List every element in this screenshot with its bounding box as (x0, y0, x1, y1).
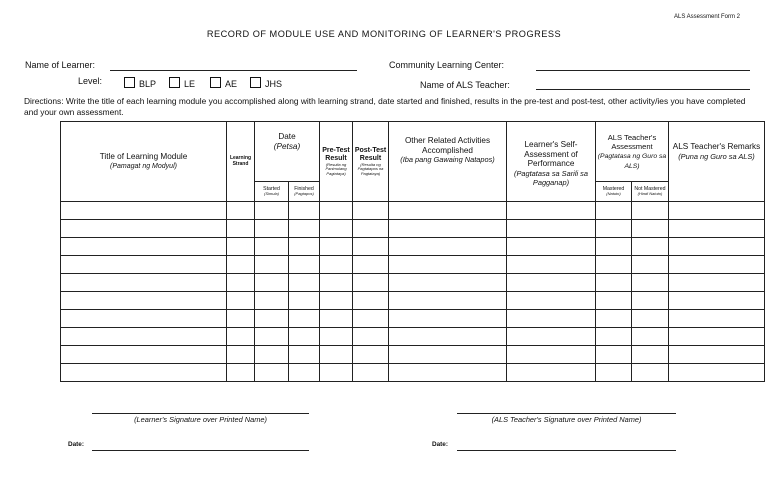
table-cell[interactable] (507, 364, 596, 382)
table-cell[interactable] (596, 256, 632, 274)
table-cell[interactable] (389, 238, 507, 256)
level-option-blp[interactable] (124, 77, 156, 89)
table-cell[interactable] (669, 310, 765, 328)
table-cell[interactable] (389, 364, 507, 382)
table-cell[interactable] (669, 202, 765, 220)
table-cell[interactable] (632, 238, 669, 256)
checkbox-le[interactable] (169, 77, 180, 88)
table-cell[interactable] (632, 256, 669, 274)
table-cell[interactable] (320, 346, 353, 364)
table-cell[interactable] (255, 346, 289, 364)
checkbox-blp[interactable] (124, 77, 135, 88)
table-cell[interactable] (227, 220, 255, 238)
table-cell[interactable] (669, 256, 765, 274)
table-cell[interactable] (227, 310, 255, 328)
table-cell[interactable] (389, 346, 507, 364)
table-cell[interactable] (669, 346, 765, 364)
table-cell[interactable] (669, 364, 765, 382)
table-cell[interactable] (596, 220, 632, 238)
table-cell[interactable] (669, 292, 765, 310)
table-row (61, 238, 765, 256)
table-cell[interactable] (353, 328, 389, 346)
level-option-ae[interactable] (210, 77, 237, 89)
table-cell[interactable] (353, 220, 389, 238)
table-cell[interactable] (255, 238, 289, 256)
table-cell[interactable] (289, 220, 320, 238)
level-option-label: LE (184, 79, 196, 89)
table-cell[interactable] (289, 346, 320, 364)
table-cell[interactable] (507, 292, 596, 310)
table-cell[interactable] (632, 310, 669, 328)
table-cell[interactable] (227, 328, 255, 346)
table-cell[interactable] (61, 220, 227, 238)
table-cell[interactable] (669, 274, 765, 292)
table-cell[interactable] (255, 202, 289, 220)
table-cell[interactable] (507, 256, 596, 274)
table-cell[interactable] (669, 238, 765, 256)
table-row (61, 346, 765, 364)
table-cell[interactable] (632, 220, 669, 238)
table-cell[interactable] (596, 310, 632, 328)
table-cell[interactable] (61, 238, 227, 256)
table-cell[interactable] (320, 256, 353, 274)
table-row (61, 292, 765, 310)
checkbox-ae[interactable] (210, 77, 221, 88)
table-cell[interactable] (596, 346, 632, 364)
table-cell[interactable] (507, 274, 596, 292)
level-option-label: JHS (265, 79, 283, 89)
checkbox-jhs[interactable] (250, 77, 261, 88)
table-cell[interactable] (255, 310, 289, 328)
table-cell[interactable] (289, 202, 320, 220)
table-cell[interactable] (353, 256, 389, 274)
table-cell[interactable] (507, 202, 596, 220)
table-cell[interactable] (389, 220, 507, 238)
table-row (61, 274, 765, 292)
table-cell[interactable] (389, 328, 507, 346)
table-cell[interactable] (507, 238, 596, 256)
learner-signature-line[interactable] (92, 413, 309, 414)
table-cell[interactable] (389, 274, 507, 292)
table-cell[interactable] (353, 346, 389, 364)
table-cell[interactable] (669, 328, 765, 346)
table-cell[interactable] (61, 364, 227, 382)
table-cell[interactable] (320, 202, 353, 220)
table-cell[interactable] (289, 328, 320, 346)
teacher-date-field[interactable] (457, 450, 676, 451)
module-record-table (60, 121, 765, 382)
header-learning-strand: Learning Strand (227, 122, 255, 202)
table-cell[interactable] (632, 364, 669, 382)
table-cell[interactable] (669, 220, 765, 238)
learner-date-field[interactable] (92, 450, 309, 451)
table-cell[interactable] (632, 346, 669, 364)
table-cell[interactable] (61, 328, 227, 346)
name-of-learner-field[interactable] (110, 70, 357, 71)
table-cell[interactable] (632, 202, 669, 220)
header-self-assessment: Learner's Self-Assessment of Performance (Pagtatasa sa Sarili sa Pagganap) (507, 122, 596, 202)
table-cell[interactable] (61, 310, 227, 328)
table-cell[interactable] (289, 364, 320, 382)
header-post-test: Post-Test Result (Resulta ng Pagtatapos na Pagtataya) (353, 122, 389, 202)
teacher-signature-line[interactable] (457, 413, 676, 414)
header-pre-test: Pre-Test Result (Resulta ng Panimulang Pagtataya) (320, 122, 353, 202)
learner-date-label: Date: (68, 441, 84, 448)
header-teacher-assessment: ALS Teacher's Assessment (Pagtatasa ng Guro sa ALS) (596, 122, 669, 182)
table-cell[interactable] (632, 274, 669, 292)
table-cell[interactable] (507, 310, 596, 328)
table-cell[interactable] (353, 202, 389, 220)
level-option-label: BLP (139, 79, 157, 89)
table-cell[interactable] (61, 274, 227, 292)
table-row (61, 328, 765, 346)
level-option-le[interactable] (169, 77, 195, 89)
table-cell[interactable] (255, 220, 289, 238)
table-cell[interactable] (289, 238, 320, 256)
table-cell[interactable] (320, 292, 353, 310)
level-label: Level: (78, 76, 103, 86)
table-cell[interactable] (227, 256, 255, 274)
table-cell[interactable] (353, 364, 389, 382)
table-cell[interactable] (61, 202, 227, 220)
community-learning-center-label: Community Learning Center: (389, 60, 505, 70)
teacher-date-label: Date: (432, 441, 448, 448)
table-cell[interactable] (596, 328, 632, 346)
table-cell[interactable] (596, 292, 632, 310)
table-cell[interactable] (596, 274, 632, 292)
directions-text: Directions: Write the title of each learning module you accomplished along with learning strand, date started and finished, results in the pre-test and post-test, other activity/ies you have completed and your own assessment. (24, 96, 746, 117)
table-cell[interactable] (596, 238, 632, 256)
header-mastered: Mastered (Natuto) (596, 182, 632, 202)
table-cell[interactable] (227, 292, 255, 310)
table-row (61, 202, 765, 220)
table-cell[interactable] (389, 310, 507, 328)
table-cell[interactable] (255, 292, 289, 310)
table-cell[interactable] (227, 346, 255, 364)
teacher-signature-label: (ALS Teacher's Signature over Printed Name) (491, 415, 642, 424)
table-cell[interactable] (255, 328, 289, 346)
table-cell[interactable] (289, 292, 320, 310)
table-cell[interactable] (227, 202, 255, 220)
table-cell[interactable] (320, 364, 353, 382)
table-cell[interactable] (320, 238, 353, 256)
table-cell[interactable] (255, 256, 289, 274)
table-cell[interactable] (61, 346, 227, 364)
table-row (61, 220, 765, 238)
table-cell[interactable] (389, 292, 507, 310)
header-other-activities: Other Related Activities Accomplished (Iba pang Gawaing Natapos) (389, 122, 507, 202)
community-learning-center-field[interactable] (536, 70, 750, 71)
table-cell[interactable] (507, 346, 596, 364)
table-cell[interactable] (227, 364, 255, 382)
table-cell[interactable] (227, 274, 255, 292)
table-cell[interactable] (289, 310, 320, 328)
table-row (61, 310, 765, 328)
table-cell[interactable] (353, 238, 389, 256)
header-not-mastered: Not Mastered (Hindi Natuto) (632, 182, 669, 202)
name-of-learner-label: Name of Learner: (25, 60, 96, 70)
level-option-label: AE (225, 79, 238, 89)
learner-signature-label: (Learner's Signature over Printed Name) (134, 415, 267, 424)
table-cell[interactable] (320, 328, 353, 346)
table-cell[interactable] (227, 238, 255, 256)
table-cell[interactable] (320, 310, 353, 328)
table-cell[interactable] (353, 310, 389, 328)
table-row (61, 364, 765, 382)
table-cell[interactable] (255, 274, 289, 292)
table-cell[interactable] (320, 220, 353, 238)
table-row (61, 256, 765, 274)
table-cell[interactable] (507, 220, 596, 238)
header-started: Started (Simula) (255, 182, 289, 202)
table-cell[interactable] (61, 292, 227, 310)
table-cell[interactable] (632, 328, 669, 346)
header-finished: Finished (Pagtapos) (289, 182, 320, 202)
table-cell[interactable] (389, 256, 507, 274)
table-cell[interactable] (255, 364, 289, 382)
table-cell[interactable] (289, 274, 320, 292)
table-cell[interactable] (596, 364, 632, 382)
level-option-jhs[interactable] (250, 77, 282, 89)
page-title: RECORD OF MODULE USE AND MONITORING OF LEARNER'S PROGRESS (206, 29, 562, 39)
name-of-als-teacher-label: Name of ALS Teacher: (420, 80, 510, 90)
table-cell[interactable] (389, 202, 507, 220)
header-teacher-remarks: ALS Teacher's Remarks (Puna ng Guro sa ALS) (669, 122, 765, 202)
table-cell[interactable] (353, 292, 389, 310)
table-cell[interactable] (289, 256, 320, 274)
table-cell[interactable] (632, 292, 669, 310)
name-of-als-teacher-field[interactable] (536, 89, 750, 90)
form-number: ALS Assessment Form 2 (674, 14, 741, 20)
table-cell[interactable] (353, 274, 389, 292)
header-date: Date (Petsa) (255, 122, 320, 182)
table-cell[interactable] (507, 328, 596, 346)
table-cell[interactable] (61, 256, 227, 274)
header-title-of-module: Title of Learning Module (Pamagat ng Modyul) (61, 122, 227, 202)
table-cell[interactable] (596, 202, 632, 220)
table-cell[interactable] (320, 274, 353, 292)
